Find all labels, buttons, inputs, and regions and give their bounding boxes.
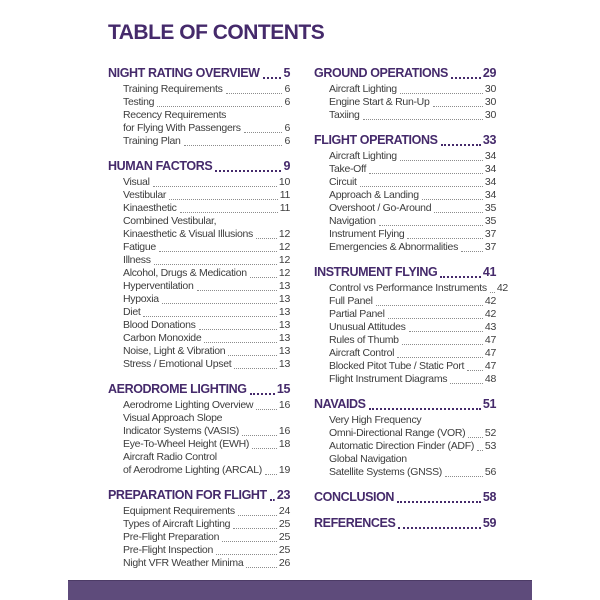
- toc-item-page-number: 34: [484, 176, 496, 188]
- toc-item-page-number: 35: [484, 202, 496, 214]
- toc-item[interactable]: [314, 202, 496, 215]
- toc-item-page-number: 19: [278, 464, 290, 476]
- toc-item-page-number: 11: [279, 189, 290, 201]
- toc-item[interactable]: [314, 109, 496, 122]
- toc-item[interactable]: [108, 412, 290, 438]
- toc-item-page-number: 53: [484, 440, 496, 452]
- toc-item-page-number: 25: [278, 531, 290, 543]
- dot-leader: [228, 355, 277, 356]
- section-heading[interactable]: [314, 265, 496, 280]
- toc-item[interactable]: [314, 282, 508, 295]
- toc-item-page-number: 13: [278, 280, 290, 292]
- toc-item-page-number: 47: [484, 347, 496, 359]
- toc-item-page-number: 13: [278, 345, 290, 357]
- toc-item[interactable]: [108, 518, 290, 531]
- dot-leader: [162, 303, 277, 304]
- dot-leader: [234, 368, 277, 369]
- dot-leader: [400, 160, 483, 161]
- toc-item-page-number: 13: [278, 319, 290, 331]
- dot-leader: [467, 370, 483, 371]
- toc-item-page-number: 16: [278, 399, 290, 411]
- dot-leader: [388, 318, 483, 319]
- dot-leader: [400, 93, 483, 94]
- toc-item-label: Blood Donations: [123, 319, 196, 331]
- toc-item[interactable]: [108, 267, 290, 280]
- toc-item[interactable]: [108, 215, 290, 241]
- toc-section: [314, 265, 508, 386]
- toc-section: [314, 133, 496, 254]
- dot-leader: [169, 199, 278, 200]
- toc-item-label: Take-Off: [329, 163, 367, 175]
- toc-item[interactable]: [314, 373, 496, 386]
- toc-item[interactable]: [314, 347, 496, 360]
- toc-item-page-number: 25: [278, 518, 290, 530]
- toc-item-page-number: 47: [484, 334, 496, 346]
- toc-item-label: Partial Panel: [329, 308, 385, 320]
- toc-item-page-number: 30: [484, 96, 496, 108]
- toc-item-label: Very High Frequency Omni-Directional Range (VOR): [329, 414, 466, 439]
- toc-item-page-number: 34: [484, 163, 496, 175]
- toc-item-label: Aircraft Radio Control of Aerodrome Lighting (ARCAL): [123, 451, 262, 476]
- dot-leader: [250, 277, 277, 278]
- toc-item-page-number: 37: [484, 241, 496, 253]
- toc-item-label: Unusual Attitudes: [329, 321, 406, 333]
- section-heading[interactable]: [314, 397, 496, 412]
- toc-item[interactable]: [108, 83, 290, 96]
- dot-leader: [159, 251, 277, 252]
- section-title: NIGHT RATING OVERVIEW: [108, 66, 260, 80]
- toc-item-page-number: 56: [484, 466, 496, 478]
- toc-item-page-number: 6: [284, 83, 290, 95]
- toc-item-page-number: 6: [284, 135, 290, 147]
- dot-leader: [379, 225, 483, 226]
- toc-item-label: Circuit: [329, 176, 357, 188]
- dot-leader: [490, 292, 495, 293]
- toc-item[interactable]: [314, 321, 496, 334]
- toc-item[interactable]: [314, 453, 496, 479]
- toc-item-label: Pre-Flight Inspection: [123, 544, 213, 556]
- dot-leader: [154, 264, 277, 265]
- toc-item[interactable]: [108, 135, 290, 148]
- dot-leader: [397, 357, 483, 358]
- toc-item[interactable]: [108, 319, 290, 332]
- dot-leader: [376, 305, 483, 306]
- section-title: HUMAN FACTORS: [108, 159, 213, 173]
- dot-leader: [461, 251, 483, 252]
- section-heading[interactable]: [314, 133, 496, 148]
- toc-item-page-number: 43: [484, 321, 496, 333]
- toc-section: [314, 516, 496, 531]
- dot-leader: [360, 186, 483, 187]
- toc-item[interactable]: [314, 189, 496, 202]
- toc-item-page-number: 48: [484, 373, 496, 385]
- toc-column-left: [108, 66, 290, 581]
- toc-item-label: Fatigue: [123, 241, 156, 253]
- toc-item-label: Diet: [123, 306, 141, 318]
- toc-item-page-number: 25: [278, 544, 290, 556]
- toc-item[interactable]: [108, 345, 290, 358]
- toc-item[interactable]: [108, 531, 290, 544]
- dot-leader: [256, 238, 277, 239]
- toc-item-page-number: 26: [278, 557, 290, 569]
- dot-leader: [157, 106, 282, 107]
- toc-section: [108, 66, 290, 148]
- toc-item[interactable]: [108, 280, 290, 293]
- dot-leader: [397, 501, 481, 503]
- dot-leader: [222, 541, 277, 542]
- toc-item[interactable]: [314, 83, 496, 96]
- section-page-number: 23: [276, 488, 290, 502]
- toc-item[interactable]: [108, 109, 290, 135]
- dot-leader: [263, 77, 282, 79]
- toc-item[interactable]: [314, 215, 496, 228]
- toc-item-page-number: 12: [278, 267, 290, 279]
- dot-leader: [246, 567, 277, 568]
- dot-leader: [409, 331, 483, 332]
- toc-item[interactable]: [108, 451, 290, 477]
- dot-leader: [199, 329, 277, 330]
- toc-section: [108, 382, 290, 477]
- toc-item[interactable]: [108, 293, 290, 306]
- section-heading[interactable]: [314, 490, 496, 505]
- dot-leader: [433, 106, 483, 107]
- toc-item[interactable]: [314, 176, 496, 189]
- toc-item-label: Aircraft Control: [329, 347, 395, 359]
- dot-leader: [422, 199, 483, 200]
- dot-leader: [252, 448, 277, 449]
- toc-item-label: Automatic Direction Finder (ADF): [329, 440, 475, 452]
- dot-leader: [180, 212, 278, 213]
- toc-item-page-number: 42: [484, 295, 496, 307]
- toc-item-label: Aerodrome Lighting Overview: [123, 399, 254, 411]
- dot-leader: [216, 554, 277, 555]
- section-heading[interactable]: [108, 66, 290, 81]
- section-title: NAVAIDS: [314, 397, 366, 411]
- toc-item-page-number: 47: [484, 360, 496, 372]
- toc-item-page-number: 6: [284, 96, 290, 108]
- toc-item[interactable]: [108, 557, 290, 570]
- section-title: REFERENCES: [314, 516, 396, 530]
- dot-leader: [441, 144, 481, 146]
- toc-item-label: Approach & Landing: [329, 189, 419, 201]
- toc-section: [108, 488, 290, 570]
- toc-item[interactable]: [314, 440, 496, 453]
- dot-leader: [445, 476, 483, 477]
- toc-item-label: Noise, Light & Vibration: [123, 345, 226, 357]
- dot-leader: [250, 393, 275, 395]
- dot-leader: [184, 145, 283, 146]
- toc-item-page-number: 30: [484, 109, 496, 121]
- toc-item-page-number: 13: [278, 358, 290, 370]
- toc-item-label: Aircraft Lighting: [329, 150, 397, 162]
- toc-item-label: Equipment Requirements: [123, 505, 235, 517]
- toc-item-label: Engine Start & Run-Up: [329, 96, 430, 108]
- toc-item-page-number: 13: [278, 306, 290, 318]
- toc-item-page-number: 34: [484, 150, 496, 162]
- toc-item[interactable]: [108, 306, 290, 319]
- section-page-number: 59: [482, 516, 496, 530]
- toc-item-label: Training Requirements: [123, 83, 223, 95]
- toc-item-page-number: 34: [484, 189, 496, 201]
- toc-item-page-number: 24: [278, 505, 290, 517]
- section-page-number: 33: [482, 133, 496, 147]
- toc-item-label: Stress / Emotional Upset: [123, 358, 232, 370]
- toc-item-label: Pre-Flight Preparation: [123, 531, 220, 543]
- section-heading[interactable]: [314, 66, 496, 81]
- dot-leader: [143, 316, 276, 317]
- section-title: CONCLUSION: [314, 490, 395, 504]
- dot-leader: [402, 344, 483, 345]
- toc-item-page-number: 35: [484, 215, 496, 227]
- toc-item-label: Taxiing: [329, 109, 360, 121]
- dot-leader: [477, 450, 483, 451]
- toc-column-right: [314, 66, 508, 581]
- toc-item-page-number: 11: [279, 202, 290, 214]
- section-title: AERODROME LIGHTING: [108, 382, 247, 396]
- toc-item[interactable]: [108, 202, 290, 215]
- toc-item-label: Illness: [123, 254, 151, 266]
- dot-leader: [369, 408, 481, 410]
- dot-leader: [451, 77, 481, 79]
- dot-leader: [215, 170, 281, 172]
- toc-item-label: Visual: [123, 176, 150, 188]
- dot-leader: [398, 527, 480, 529]
- toc-item-label: Vestibular: [123, 189, 167, 201]
- dot-leader: [440, 276, 481, 278]
- dot-leader: [244, 132, 283, 133]
- toc-item-label: Visual Approach Slope Indicator Systems (VASIS): [123, 412, 240, 437]
- toc-item-page-number: 10: [278, 176, 290, 188]
- dot-leader: [434, 212, 483, 213]
- toc-item-label: Control vs Performance Instruments: [329, 282, 487, 294]
- toc-item-label: Combined Vestibular, Kinaesthetic & Visual Illusions: [123, 215, 253, 240]
- toc-item-label: Night VFR Weather Minima: [123, 557, 244, 569]
- section-title: GROUND OPERATIONS: [314, 66, 448, 80]
- toc-item[interactable]: [108, 254, 290, 267]
- toc-item-page-number: 52: [484, 427, 496, 439]
- toc-item-page-number: 30: [484, 83, 496, 95]
- toc-item[interactable]: [314, 360, 496, 373]
- toc-section: [314, 490, 496, 505]
- toc-item[interactable]: [314, 163, 496, 176]
- toc-item[interactable]: [314, 308, 496, 321]
- dot-leader: [407, 238, 482, 239]
- toc-item[interactable]: [314, 150, 496, 163]
- section-title: INSTRUMENT FLYING: [314, 265, 438, 279]
- toc-item-label: Recency Requirements for Flying With Passengers: [123, 109, 241, 134]
- toc-item-label: Full Panel: [329, 295, 373, 307]
- dot-leader: [270, 499, 275, 501]
- toc-item-page-number: 12: [278, 254, 290, 266]
- section-page-number: 41: [482, 265, 496, 279]
- toc-item-page-number: 37: [484, 228, 496, 240]
- toc-item-label: Hypoxia: [123, 293, 159, 305]
- dot-leader: [256, 409, 277, 410]
- section-title: FLIGHT OPERATIONS: [314, 133, 438, 147]
- section-heading[interactable]: [314, 516, 496, 531]
- toc-section: [314, 397, 496, 479]
- footer-bar: [68, 580, 532, 600]
- toc-item-label: Carbon Monoxide: [123, 332, 202, 344]
- section-page-number: 15: [276, 382, 290, 396]
- dot-leader: [265, 474, 277, 475]
- toc-item-page-number: 42: [484, 308, 496, 320]
- toc-item-label: Kinaesthetic: [123, 202, 177, 214]
- toc-item-label: Blocked Pitot Tube / Static Port: [329, 360, 465, 372]
- toc-item-page-number: 12: [278, 228, 290, 240]
- toc-item-label: Global Navigation Satellite Systems (GNSS): [329, 453, 442, 478]
- dot-leader: [204, 342, 277, 343]
- toc-item-page-number: 13: [278, 293, 290, 305]
- toc-item-page-number: 18: [278, 438, 290, 450]
- toc-item-label: Rules of Thumb: [329, 334, 399, 346]
- toc-item[interactable]: [108, 438, 290, 451]
- toc-item[interactable]: [108, 176, 290, 189]
- dot-leader: [450, 383, 483, 384]
- section-page-number: 9: [283, 159, 290, 173]
- toc-item[interactable]: [108, 544, 290, 557]
- toc-section: [314, 66, 496, 122]
- toc-item-label: Navigation: [329, 215, 376, 227]
- toc-item-label: Testing: [123, 96, 155, 108]
- section-page-number: 29: [482, 66, 496, 80]
- toc-item-page-number: 42: [496, 282, 508, 294]
- toc-item[interactable]: [108, 399, 290, 412]
- toc-item-page-number: 13: [278, 332, 290, 344]
- dot-leader: [363, 119, 483, 120]
- toc-item-label: Eye-To-Wheel Height (EWH): [123, 438, 250, 450]
- dot-leader: [197, 290, 277, 291]
- toc-item[interactable]: [108, 241, 290, 254]
- toc-item[interactable]: [314, 295, 496, 308]
- toc-item-label: Aircraft Lighting: [329, 83, 397, 95]
- toc-item-label: Alcohol, Drugs & Medication: [123, 267, 247, 279]
- dot-leader: [226, 93, 283, 94]
- toc-columns: [108, 66, 600, 581]
- toc-item[interactable]: [108, 505, 290, 518]
- section-title: PREPARATION FOR FLIGHT: [108, 488, 267, 502]
- section-page-number: 58: [482, 490, 496, 504]
- section-heading[interactable]: [108, 382, 290, 397]
- toc-item[interactable]: [108, 332, 290, 345]
- dot-leader: [242, 435, 277, 436]
- toc-item[interactable]: [108, 96, 290, 109]
- toc-item-label: Hyperventilation: [123, 280, 194, 292]
- section-page-number: 5: [283, 66, 290, 80]
- toc-item[interactable]: [314, 414, 496, 440]
- dot-leader: [153, 186, 277, 187]
- toc-item-label: Training Plan: [123, 135, 181, 147]
- dot-leader: [468, 437, 483, 438]
- toc-item-label: Flight Instrument Diagrams: [329, 373, 448, 385]
- dot-leader: [233, 528, 277, 529]
- toc-item-label: Instrument Flying: [329, 228, 405, 240]
- toc-item-label: Types of Aircraft Lighting: [123, 518, 231, 530]
- toc-item[interactable]: [108, 358, 290, 371]
- toc-item-label: Overshoot / Go-Around: [329, 202, 432, 214]
- section-page-number: 51: [482, 397, 496, 411]
- page-title: TABLE OF CONTENTS: [108, 21, 325, 44]
- section-heading[interactable]: [108, 159, 290, 174]
- section-heading[interactable]: [108, 488, 290, 503]
- toc-item[interactable]: [108, 189, 290, 202]
- toc-item[interactable]: [314, 96, 496, 109]
- toc-section: [108, 159, 290, 371]
- dot-leader: [369, 173, 483, 174]
- toc-item[interactable]: [314, 241, 496, 254]
- toc-item[interactable]: [314, 334, 496, 347]
- toc-item-page-number: 12: [278, 241, 290, 253]
- toc-item-page-number: 6: [284, 122, 290, 134]
- dot-leader: [238, 515, 277, 516]
- toc-item[interactable]: [314, 228, 496, 241]
- toc-item-label: Emergencies & Abnormalities: [329, 241, 459, 253]
- toc-item-page-number: 16: [278, 425, 290, 437]
